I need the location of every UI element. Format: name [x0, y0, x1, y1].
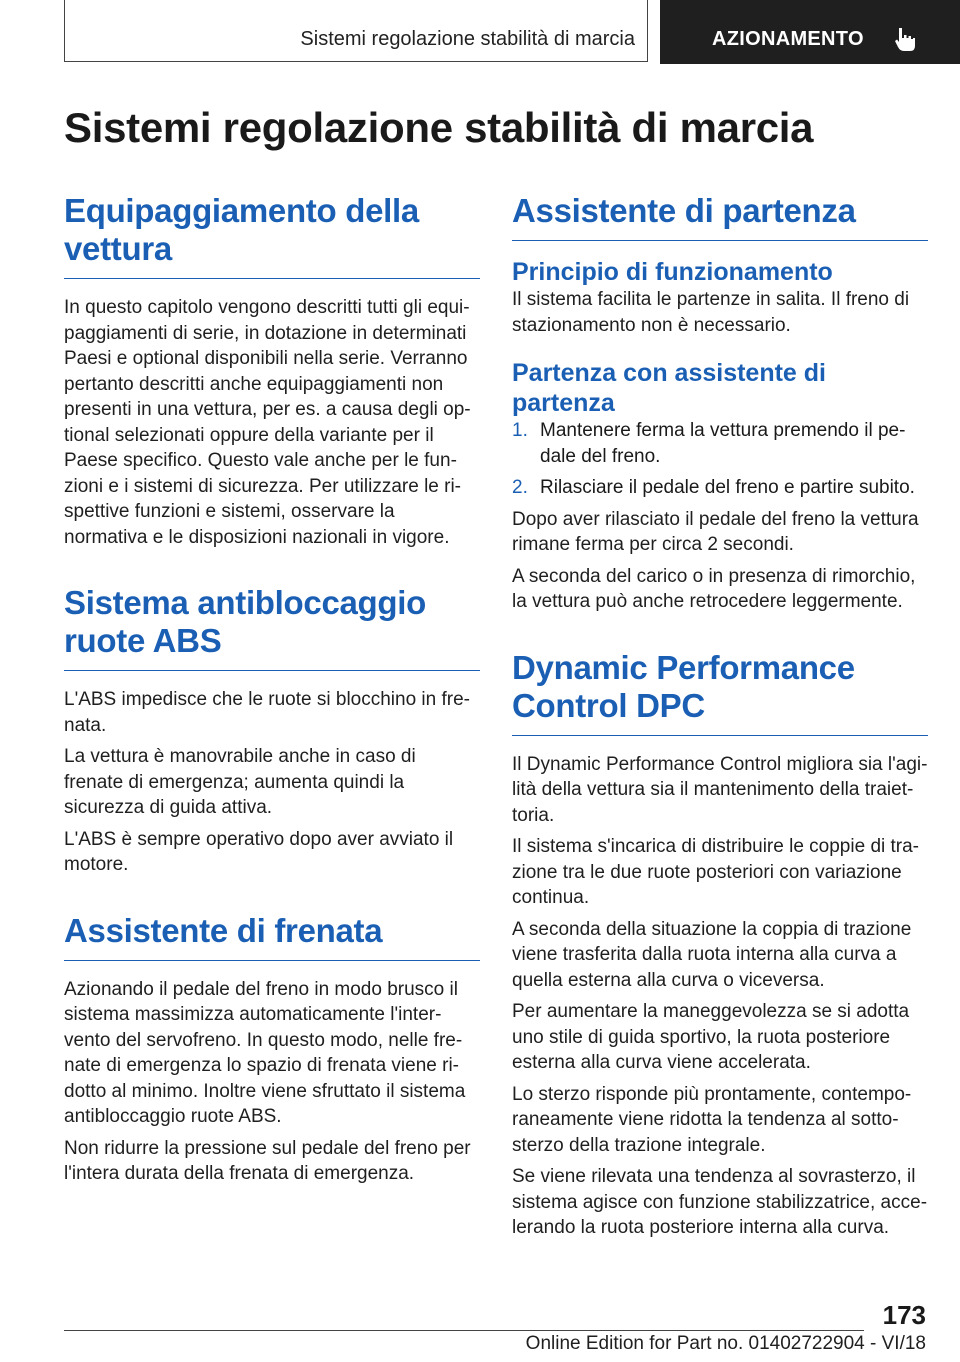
section-title: Sistemi regolazione stabilità di marcia [300, 28, 635, 50]
list-item [512, 475, 928, 501]
section-heading-dpc: Dynamic Performance Control DPC [512, 649, 928, 736]
pointing-hand-icon [894, 26, 916, 52]
paragraph: Non ridurre la pressione sul pedale del freno per l'intera durata della frenata di emergenza. [64, 1137, 471, 1184]
paragraph: In questo capitolo vengono descritti tutti gli equi-paggiamenti di serie, in dotazione in determinati Paesi e optional disponibili nella serie. Verranno pertanto descritti anche equipaggiamenti non presenti in una vettura, per es. a causa degli op-tional selezionati oppure della variante per il Paese specifico. Questo vale anche per le fun-zioni e i sistemi di sicurezza. Per utilizzare le ri-spettive funzioni e sistemi, osservare la normativa e le disposizioni nazionali in vigore. [64, 297, 471, 548]
chapter-title: AZIONAMENTO [712, 28, 864, 50]
paragraph: Se viene rilevata una tendenza al sovrasterzo, il sistema agisce con funzione stabilizzatrice, acce-lerando la ruota posteriore interna alla curva. [512, 1166, 928, 1238]
steps-list [512, 418, 928, 501]
step-number: 1. [512, 420, 528, 441]
paragraph: Lo sterzo risponde più prontamente, contempo-raneamente viene ridotta la tendenza al sotto-sterzo della trazione integrale. [512, 1083, 912, 1156]
page-title: Sistemi regolazione stabilità di marcia [64, 104, 814, 151]
step-text: Mantenere ferma la vettura premendo il pe-dale del freno. [540, 420, 906, 467]
chapter-tab [660, 0, 960, 64]
step-text: Rilasciare il pedale del freno e partire subito. [540, 477, 915, 498]
step-number: 2. [512, 477, 528, 498]
footer-divider [64, 1330, 864, 1331]
footer-edition: Online Edition for Part no. 01402722904 - VI/18 [525, 1333, 926, 1354]
section-heading-hill-start: Assistente di partenza [512, 192, 928, 241]
paragraph: A seconda del carico o in presenza di rimorchio, la vettura può anche retrocedere leggermente. [512, 565, 916, 612]
page-header [64, 0, 960, 64]
paragraph: Azionando il pedale del freno in modo brusco il sistema massimizza automaticamente l'inter-vento del servofreno. In questo modo, nelle fre-nate di emergenza lo spazio di frenata viene ri-dotto al minimo. Inoltre viene sfruttato il sistema antibloccaggio ruote ABS. [64, 978, 466, 1127]
left-column [64, 192, 480, 1193]
paragraph: Il sistema s'incarica di distribuire le coppie di tra-zione tra le due ruote posteriori con variazione continua. [512, 836, 920, 908]
section-heading-equipment: Equipaggiamento della vettura [64, 192, 480, 279]
paragraph: L'ABS impedisce che le ruote si blocchino in fre-nata. [64, 689, 470, 736]
subheading-principle: Principio di funzionamento [512, 258, 833, 286]
section-tab [64, 0, 648, 62]
section-heading-brake-assist: Assistente di frenata [64, 912, 480, 961]
page-number: 173 [882, 1300, 926, 1330]
paragraph: Il Dynamic Performance Control migliora sia l'agi-lità della vettura sia il mantenimento della traiet-toria. [512, 753, 928, 826]
paragraph: Il sistema facilita le partenze in salita. Il freno di stazionamento non è necessario. [512, 289, 910, 336]
paragraph: Dopo aver rilasciato il pedale del freno la vettura rimane ferma per circa 2 secondi. [512, 508, 919, 555]
right-column [512, 192, 928, 1247]
section-heading-abs: Sistema antibloccaggio ruote ABS [64, 584, 480, 671]
list-item [512, 418, 928, 469]
paragraph: Per aumentare la maneggevolezza se si adotta uno stile di guida sportivo, la ruota posteriore esterna alla curva viene accelerata. [512, 1001, 910, 1073]
paragraph: L'ABS è sempre operativo dopo aver avviato il motore. [64, 828, 454, 875]
paragraph: A seconda della situazione la coppia di trazione viene trasferita dalla ruota interna alla curva a quella esterna alla curva o viceversa. [512, 918, 912, 991]
paragraph: La vettura è manovrabile anche in caso di frenate di emergenza; aumenta quindi la sicurezza di guida attiva. [64, 746, 416, 818]
subheading-hill-start-usage: Partenza con assistente di partenza [512, 359, 827, 417]
